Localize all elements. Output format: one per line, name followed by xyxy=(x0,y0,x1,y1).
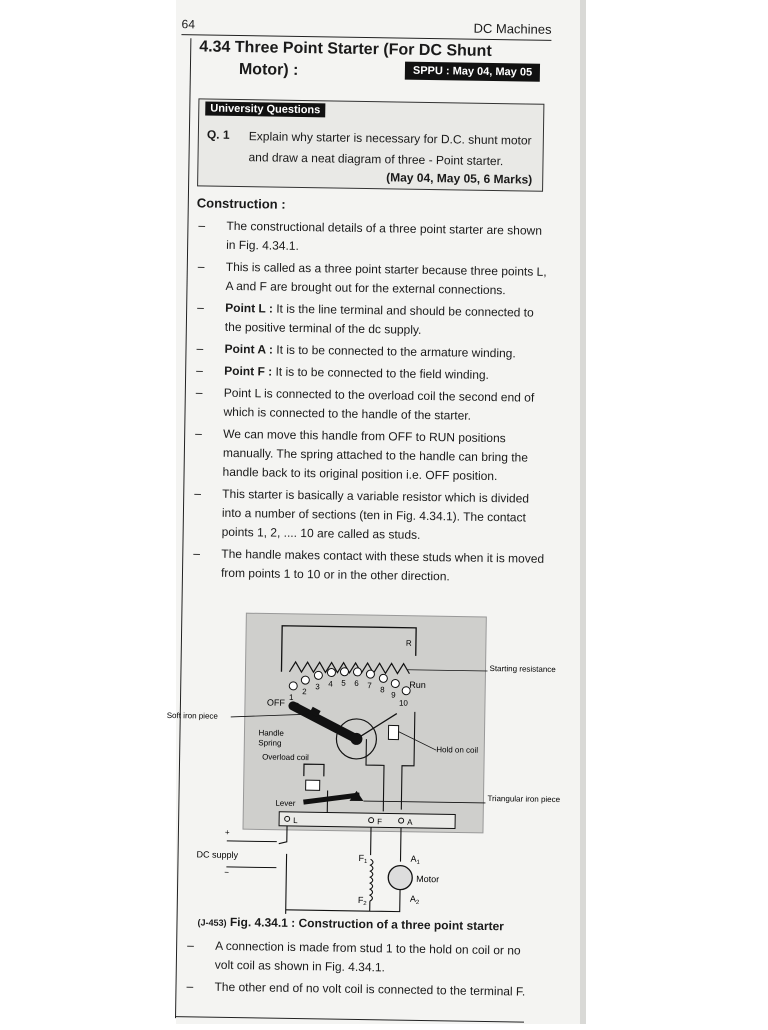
footer-rule xyxy=(175,1016,524,1022)
stud xyxy=(366,670,374,678)
section-heading-line1: 4.34 Three Point Starter (For DC Shunt xyxy=(199,38,492,60)
list-item: – The constructional details of a three point starter are shown in Fig. 4.34.1. xyxy=(198,218,543,253)
supply-negative-wire xyxy=(226,867,276,868)
supply-plus: + xyxy=(224,827,230,837)
stud-label: 6 xyxy=(354,678,359,688)
list-item: – The other end of no volt coil is connected to the terminal F. xyxy=(186,979,526,999)
stud-label: 10 xyxy=(398,698,408,708)
page-content xyxy=(160,0,580,1030)
stud-label: 8 xyxy=(380,685,385,695)
overload-core xyxy=(306,780,320,790)
stud-label: 7 xyxy=(367,681,372,691)
hold-on-label: Hold on coil xyxy=(436,745,479,755)
soft-iron-label: Soft iron piece xyxy=(166,710,218,721)
terminal-f-label: F xyxy=(377,817,383,827)
figure-caption xyxy=(197,914,504,933)
stud-label: 2 xyxy=(302,687,307,697)
question-number: Q. 1 xyxy=(206,127,230,142)
supply-minus: − xyxy=(224,867,230,877)
overload-label: Overload coil xyxy=(262,752,309,763)
starter-diagram xyxy=(166,612,571,918)
list-item: – The handle makes contact with these studs when it is moved from points 1 to 10 or in the other direction. xyxy=(193,546,545,584)
terminal-a-label: A xyxy=(407,817,413,827)
question-text: Explain why starter is necessary for D.C. shunt motor and draw a neat diagram of three - Point starter. xyxy=(248,129,532,169)
motor-label: Motor xyxy=(416,873,440,885)
stud xyxy=(289,682,297,690)
spring-label: Spring xyxy=(258,738,282,748)
dc-supply-label: DC supply xyxy=(196,849,239,861)
lever-label: Lever xyxy=(275,798,296,808)
exam-badge: SPPU : May 04, May 05 xyxy=(405,62,541,82)
list-item: – This starter is basically a variable resistor which is divided into a number of sections (ten in Fig. 4.34.1). The contact points 1, 2, .... 10 are called as studs. xyxy=(194,486,530,542)
figure-code: (J-453) xyxy=(197,917,227,928)
supply-positive-wire xyxy=(227,841,277,842)
question-marks: (May 04, May 05, 6 Marks) xyxy=(386,170,533,187)
stud xyxy=(301,676,309,684)
list-item: – Point L : It is the line terminal and should be connected to the positive terminal of the dc supply. xyxy=(197,300,534,337)
after-figure-list xyxy=(182,936,538,1005)
run-label: Run xyxy=(409,679,426,691)
list-item: – Point A : It is to be connected to the armature winding. xyxy=(196,341,516,361)
return-wiring xyxy=(286,888,400,912)
stud xyxy=(379,674,387,682)
list-item: – Point L is connected to the overload coil the second end of which is connected to the handle of the starter. xyxy=(195,385,535,423)
construction-list xyxy=(189,216,550,591)
section-heading-line2: Motor) : xyxy=(238,60,299,79)
list-item: – This is called as a three point starter because three points L, A and F are brought out for the external connections. xyxy=(197,259,547,298)
motor-armature xyxy=(388,865,412,889)
f2-label: $F_2$ xyxy=(357,894,367,908)
a2-label: $A_2$ xyxy=(409,893,420,906)
terminal-strip xyxy=(279,812,455,829)
terminal-l-label: L xyxy=(293,815,298,826)
running-title: DC Machines xyxy=(473,20,552,37)
stud-label: 9 xyxy=(391,690,396,700)
off-label: OFF xyxy=(266,697,286,708)
field-winding xyxy=(370,859,373,901)
handle-label: Handle xyxy=(258,728,284,738)
stud xyxy=(391,679,399,687)
stud-label: 1 xyxy=(288,692,294,702)
list-item: – We can move this handle from OFF to RUN positions manually. The spring attached to the handle can bring the handle back to its original position i.e. OFF position. xyxy=(195,426,529,484)
resistance-label: R xyxy=(405,638,412,648)
list-item: – A connection is made from stud 1 to the hold on coil or no volt coil as shown in Fig. 4.34.1. xyxy=(187,938,521,975)
starting-resistance-label: Starting resistance xyxy=(489,664,556,675)
stud xyxy=(314,671,322,679)
stud xyxy=(327,668,335,676)
stud xyxy=(340,668,348,676)
stud-label: 4 xyxy=(328,679,333,689)
page-edge xyxy=(580,0,586,1024)
stud xyxy=(353,668,361,676)
f1-label: $F_1$ xyxy=(358,852,368,866)
external-wiring xyxy=(278,826,401,916)
stud-label: 3 xyxy=(315,682,320,692)
a1-label: $A_1$ xyxy=(410,853,420,866)
university-questions-box xyxy=(197,98,544,191)
page-number: 64 xyxy=(181,17,196,32)
triangular-label: Triangular iron piece xyxy=(487,793,561,805)
stud-label: 5 xyxy=(341,678,346,688)
construction-heading: Construction : xyxy=(196,195,286,212)
list-item: – Point F : It is to be connected to the field winding. xyxy=(196,363,490,382)
hold-on-coil xyxy=(388,725,398,739)
university-questions-title: University Questions xyxy=(205,101,325,117)
figure-caption-text: Fig. 4.34.1 : Construction of a three point starter xyxy=(229,914,505,934)
